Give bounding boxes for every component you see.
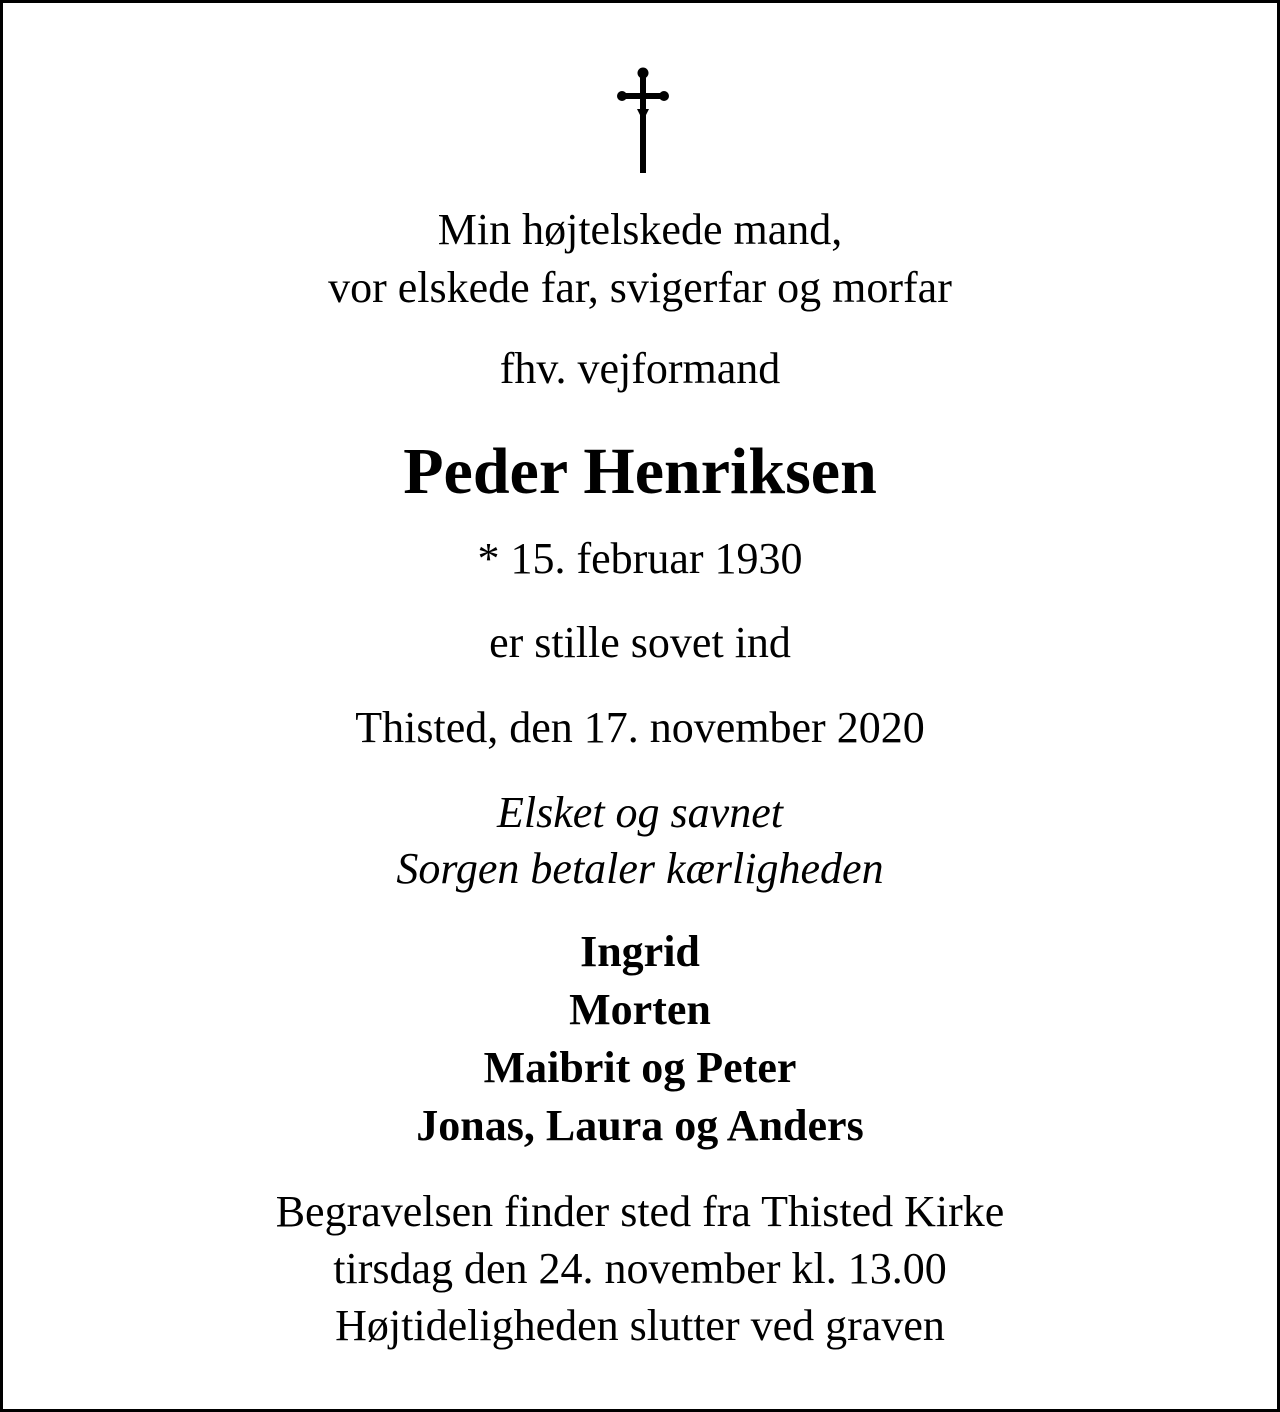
family-member: Morten [569,985,711,1034]
funeral-details [3,1183,1277,1354]
occupation: fhv. vejformand [499,344,781,393]
verse-line: Elsket og savnet [497,788,783,837]
funeral-line: Højtideligheden slutter ved graven [335,1301,945,1350]
family-member: Ingrid [580,927,700,976]
family-member: Jonas, Laura og Anders [416,1101,864,1150]
intro-line: vor elskede far, svigerfar og morfar [328,263,952,312]
funeral-line: tirsdag den 24. november kl. 13.00 [333,1244,947,1293]
birth-date: * 15. februar 1930 [477,534,803,583]
deceased-name: Peder Henriksen [403,435,877,508]
latin-cross-icon [613,65,673,175]
passed-away-text: er stille sovet ind [489,618,791,667]
verse-line: Sorgen betaler kærligheden [396,844,884,893]
intro-text [3,201,1277,317]
family-signatures [3,923,1277,1155]
place-and-date-of-death: Thisted, den 17. november 2020 [355,703,925,752]
family-member: Maibrit og Peter [483,1043,797,1092]
intro-line: Min højtelskede mand, [437,205,843,254]
memorial-verse [3,785,1277,897]
funeral-line: Begravelsen finder sted fra Thisted Kirke [275,1187,1005,1236]
